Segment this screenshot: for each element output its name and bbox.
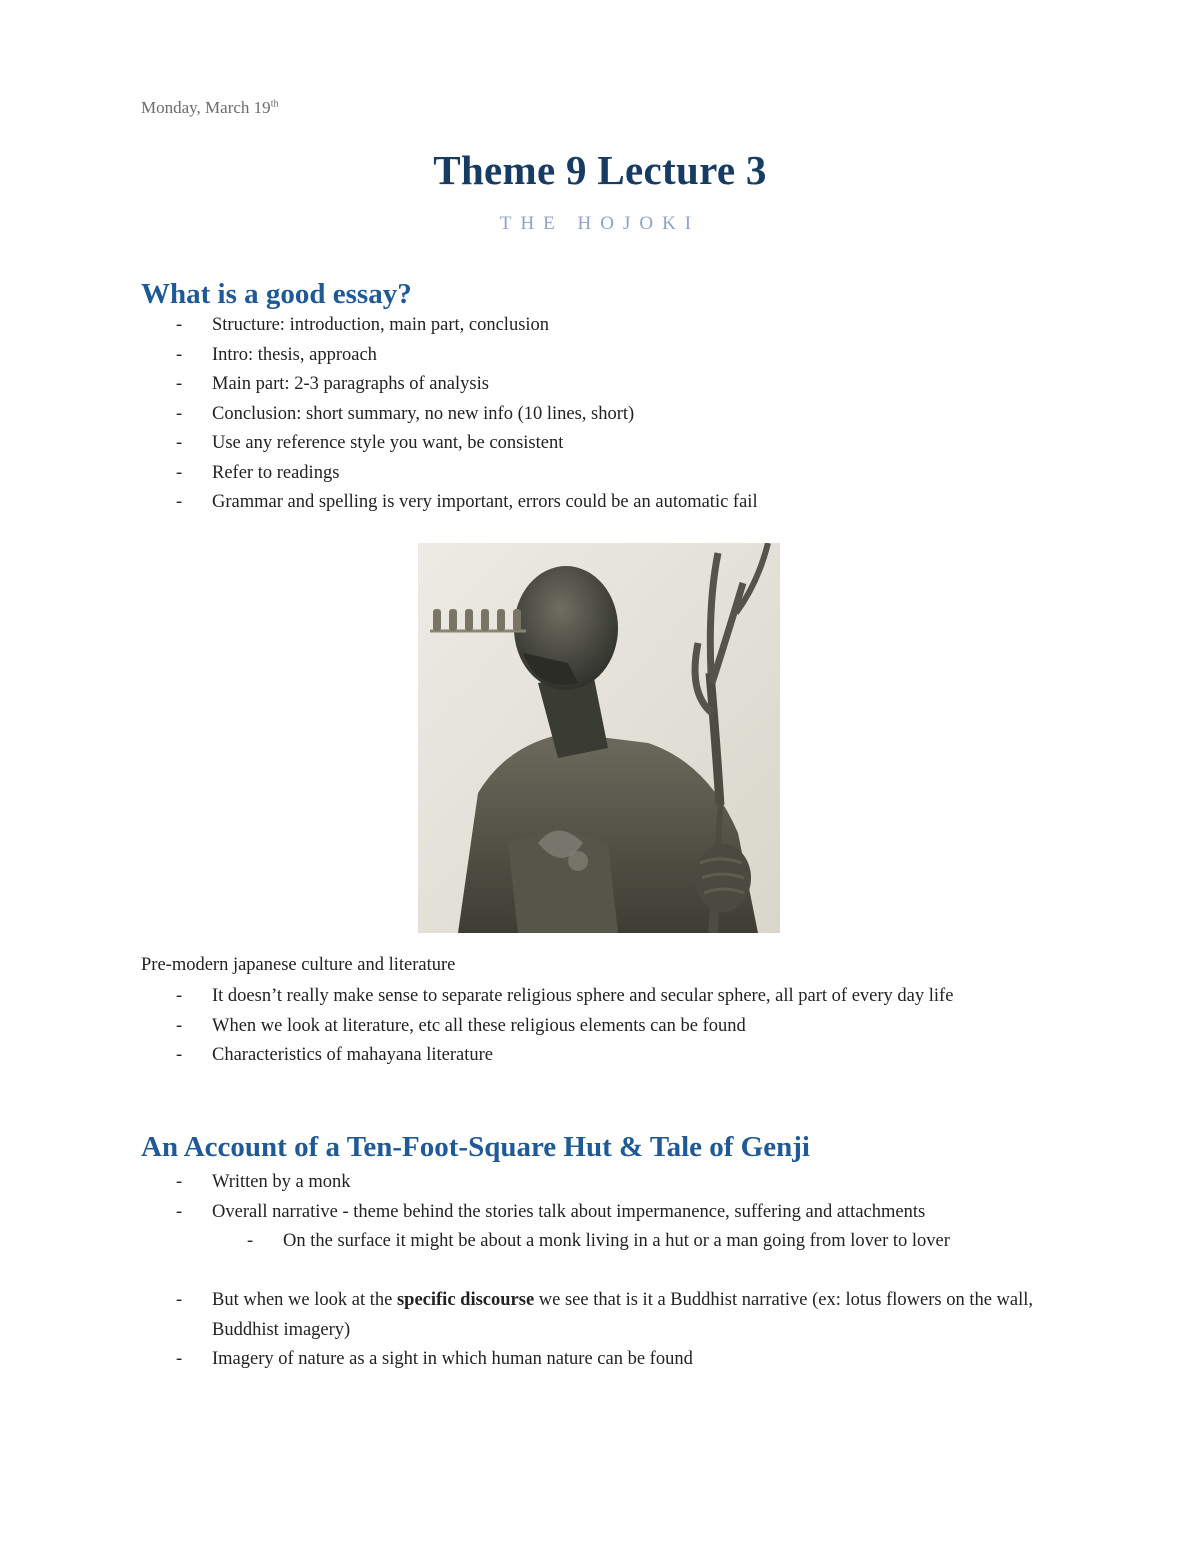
hut-sublist: [247, 1227, 1043, 1257]
list-item: - Conclusion: short summary, no new info (10 lines, short): [176, 403, 635, 424]
list-item: - Grammar and spelling is very important, errors could be an automatic fail: [176, 492, 758, 512]
list-item: - Structure: introduction, main part, conclusion: [176, 315, 550, 335]
page-title: Theme 9 Lecture 3: [433, 147, 767, 193]
list-item: - Main part: 2-3 paragraphs of analysis: [176, 374, 489, 394]
page-subtitle: THE HOJOKI: [499, 213, 701, 234]
premodern-list: [176, 982, 1072, 1071]
monk-statue-photo: [418, 543, 780, 933]
section-heading-good-essay: What is a good essay?: [141, 278, 412, 310]
list-item: - It doesn’t really make sense to separate religious sphere and secular sphere, all part of every day life: [176, 986, 954, 1006]
list-item: - Use any reference style you want, be consistent: [176, 433, 564, 453]
list-item: - When we look at literature, etc all these religious elements can be found: [176, 1015, 746, 1036]
section-heading-hut-genji: An Account of a Ten-Foot-Square Hut & Tale of Genji: [141, 1131, 810, 1163]
list-item: - Characteristics of mahayana literature: [176, 1045, 493, 1065]
list-item: - On the surface it might be about a monk living in a hut or a man going from lover to lover: [247, 1231, 950, 1251]
premodern-intro: Pre-modern japanese culture and literature: [141, 955, 456, 975]
list-item: - Intro: thesis, approach: [176, 344, 377, 365]
list-item: - But when we look at the specific discourse we see that is it a Buddhist narrative (ex: lotus flowers on the wall, Buddhist imagery): [176, 1290, 1034, 1340]
list-item: - Overall narrative - theme behind the stories talk about impermanence, suffering and attachments: [176, 1201, 926, 1222]
essay-criteria-list: [176, 311, 1072, 518]
date-text: Monday, March 19: [141, 98, 271, 117]
list-item: - Refer to readings: [176, 462, 340, 483]
hut-list-continued: [176, 1286, 1072, 1375]
date-line: [141, 98, 278, 118]
hut-list: [176, 1168, 1072, 1227]
bold-phrase: specific discourse: [396, 1290, 535, 1310]
list-item: - Imagery of nature as a sight in which human nature can be found: [176, 1349, 693, 1369]
date-suffix: th: [270, 98, 279, 110]
list-item: - Written by a monk: [176, 1172, 351, 1192]
